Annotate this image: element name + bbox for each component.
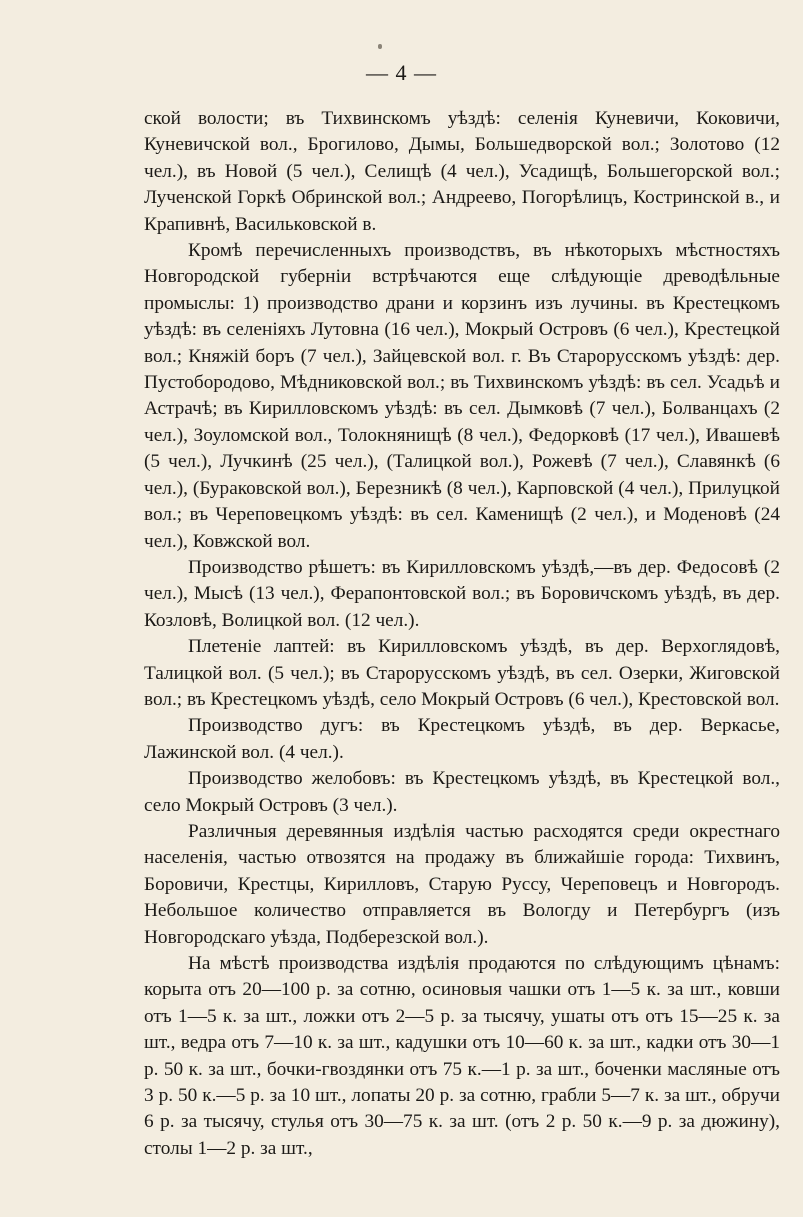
ink-mark <box>378 44 382 49</box>
page-number: — 4 — <box>366 60 437 85</box>
paragraph-crafts: Кромѣ перечисленныхъ производствъ, въ нѣкоторыхъ мѣстностяхъ Новгородской губерніи встрѣчаются еще слѣдующіе древодѣльные промыслы: 1) производство драни и корзинъ изъ лучины. въ Крестецкомъ уѣздѣ: въ селеніяхъ Лутовна (16 чел.), Мокрый Островъ (6 чел.), Крестецкой вол.; Княжій боръ (7 чел.), Зайцевской вол. г. Въ Старорусскомъ уѣздѣ: дер. Пустобородово, Мѣдниковской вол.; въ Тихвинскомъ уѣздѣ: въ сел. Усадьѣ и Астрачѣ; въ Кирилловскомъ уѣздѣ: въ сел. Дымковѣ (7 чел.), Болванцахъ (2 чел.), Зоуломской вол., Толокнянищѣ (8 чел.), Федорковѣ (17 чел.), Ивашевѣ (5 чел.), Лучкинѣ (25 чел.), (Талицкой вол.), Рожевѣ (7 чел.), Славянкѣ (6 чел.), (Бураковской вол.), Березникѣ (8 чел.), Карповской (4 чел.), Прилуцкой вол.; въ Череповецкомъ уѣздѣ: въ сел. Каменищѣ (2 чел.), и Моденовѣ (24 чел.), Ковжской вол. <box>144 240 780 552</box>
paragraph-sieves: Производство рѣшетъ: въ Кирилловскомъ уѣздѣ,—въ дер. Федосовѣ (2 чел.), Мысѣ (13 чел.), Ферапонтовской вол.; въ Боровичскомъ уѣздѣ, въ дер. Козловѣ, Волицкой вол. (12 чел.). <box>144 556 780 631</box>
paragraph-bast-shoes: Плетеніе лаптей: въ Кирилловскомъ уѣздѣ, въ дер. Верхоглядовѣ, Талицкой вол. (5 чел.); въ Старорусскомъ уѣздѣ, въ сел. Озерки, Жиговской вол.; въ Крестецкомъ уѣздѣ, село Мокрый Островъ (6 чел.), Крестовской вол. <box>144 636 780 710</box>
body-text <box>144 106 780 1162</box>
paragraph-sales: Различныя деревянныя издѣлія частью расходятся среди окрестнаго населенія, частью отвозятся на продажу въ ближайшіе города: Тихвинъ, Боровичи, Крестцы, Кирилловъ, Старую Руссу, Череповецъ и Новгородъ. Небольшое количество отправляется въ Вологду и Петербургъ (изъ Новгородскаго уѣзда, Подберезской вол.). <box>144 820 780 948</box>
paragraph-arcs: Производство дугъ: въ Крестецкомъ уѣздѣ, въ дер. Веркасье, Лажинской вол. (4 чел.). <box>144 715 780 763</box>
paragraph-continuation: ской волости; въ Тихвинскомъ уѣздѣ: селенія Куневичи, Коковичи, Куневичской вол., Брогилово, Дымы, Большедворской вол.; Золотово (12 чел.), въ Новой (5 чел.), Селищѣ (4 чел.), Усадищѣ, Большегорской вол.; Лученской Горкѣ Обринской вол.; Андреево, Погорѣлицъ, Костринской в., и Крапивнѣ, Васильковской в. <box>144 108 780 235</box>
paragraph-gutters: Производство желобовъ: въ Крестецкомъ уѣздѣ, въ Крестецкой вол., село Мокрый Островъ (3 чел.). <box>144 768 780 816</box>
paragraph-prices: На мѣстѣ производства издѣлія продаются по слѣдующимъ цѣнамъ: корыта отъ 20—100 р. за сотню, осиновыя чашки отъ 1—5 к. за шт., ковши отъ 1—5 к. за шт., ложки отъ 2—5 р. за тысячу, ушаты отъ отъ 15—25 к. за шт., ведра отъ 7—10 к. за шт., кадушки отъ 10—60 к. за шт., кадки отъ 30—1 р. 50 к. за шт., бочки-гвоздянки отъ 75 к.—1 р. за шт., боченки масляные отъ 3 р. 50 к.—5 р. за 10 шт., лопаты 20 р. за сотню, грабли 5—7 к. за шт., обручи 6 р. за тысячу, стулья отъ 30—75 к. за шт. (отъ 2 р. 50 к.—9 р. за дюжину), столы 1—2 р. за шт., <box>144 953 780 1159</box>
